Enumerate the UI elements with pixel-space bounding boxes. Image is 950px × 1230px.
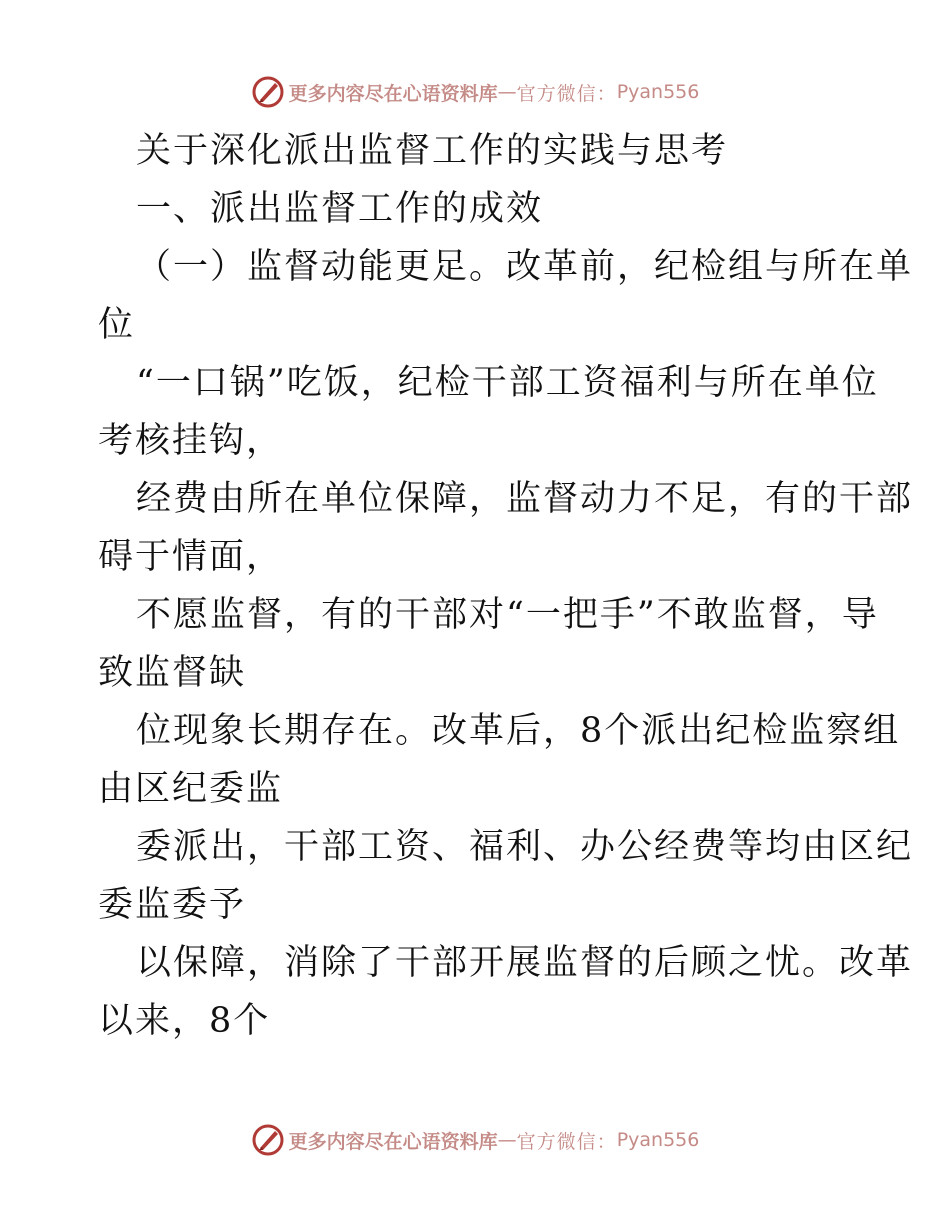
paragraph-line: 由区纪委监 — [98, 769, 284, 809]
paragraph-line: 位现象长期存在。改革后，8个派出纪检监察组 — [136, 711, 901, 751]
section-heading: 一、派出监督工作的成效 — [136, 189, 544, 229]
header-watermark — [0, 72, 950, 112]
paragraph-line: 致监督缺 — [98, 653, 247, 693]
quill-logo-icon — [251, 1123, 285, 1157]
paragraph-line: 以保障，消除了干部开展监督的后顾之忧。改革 — [136, 943, 914, 983]
paragraph-line: 考核挂钩， — [98, 421, 284, 461]
watermark-brand: 更多内容尽在心语资料库 — [288, 82, 498, 105]
document-title: 关于深化派出监督工作的实践与思考 — [136, 131, 729, 171]
paragraph-line: 不愿监督，有的干部对“一把手”不敢监督，导 — [136, 595, 879, 635]
paragraph-line: “一口锅”吃饭，纪检干部工资福利与所在单位 — [136, 363, 879, 403]
paragraph-line: 以来，8个 — [98, 1001, 271, 1041]
footer-watermark — [0, 1120, 950, 1160]
paragraph-line: （一）监督动能更足。改革前，纪检组与所在单 — [136, 247, 914, 287]
watermark-wechat-id: Pyan556 — [616, 81, 700, 103]
document-body — [98, 122, 914, 1050]
watermark-separator: — — [497, 1129, 517, 1151]
paragraph-line: 碍于情面， — [98, 537, 284, 577]
quill-logo-icon — [251, 75, 285, 109]
watermark-separator: — — [497, 81, 517, 103]
paragraph-line: 委派出，干部工资、福利、办公经费等均由区纪 — [136, 827, 914, 867]
watermark-brand: 更多内容尽在心语资料库 — [288, 1130, 498, 1153]
watermark-wechat-id: Pyan556 — [616, 1129, 700, 1151]
paragraph-line: 位 — [98, 305, 136, 345]
watermark-official-label: 官方微信： — [516, 1130, 617, 1153]
watermark-official-label: 官方微信： — [516, 82, 617, 105]
paragraph-line: 经费由所在单位保障，监督动力不足，有的干部 — [136, 479, 914, 519]
paragraph-line: 委监委予 — [98, 885, 247, 925]
